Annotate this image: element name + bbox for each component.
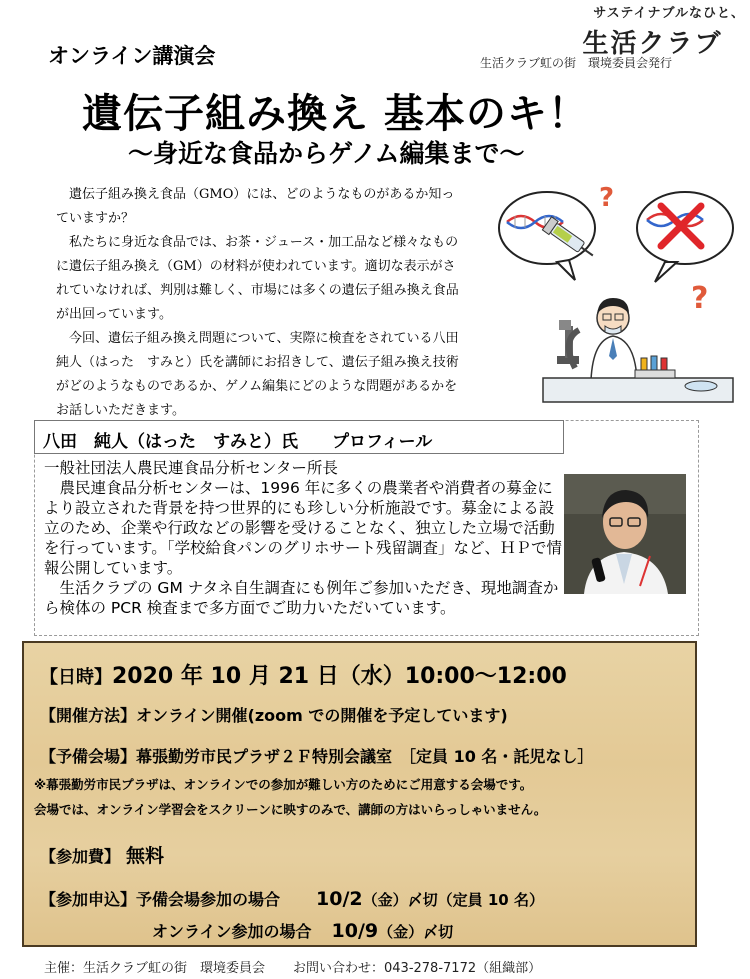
profile-heading-box [34, 420, 564, 454]
fee-label: 【参加費】 [40, 847, 121, 866]
footer-organizer: 主催：生活クラブ虹の街 環境委員会 [44, 961, 266, 976]
dna-syringe-bubble [499, 192, 597, 280]
crossed-dna-bubble [637, 192, 733, 282]
event-venue [40, 744, 593, 767]
intro-paragraph: 私たちに身近な食品では、お茶・ジュース・加工品など様々なものに遺伝子組み換え（GM）の材料が使われています。適切な表示がされていなければ、判別は難しく、市場には多くの遺伝子組み換え食品が出回っています。 [56, 235, 459, 322]
speaker-photo [564, 474, 686, 594]
profile-paragraph: 農民連食品分析センターは、1996 年に多くの農業者や消費者の募金により設立された背景を持つ世界的にも珍しい分析施設です。募金による設立のため、企業や行政などの影響を受けることなく、独立した立場で活動を行っています。「学校給食パンのグリホサート残留調査」など、ＨＰで情報公開しています。 [44, 479, 563, 577]
page-subtitle: ～身近な食品からゲノム編集まで～ [128, 139, 525, 168]
apply-venue-deadline: 10/2 [316, 888, 363, 910]
microscope-icon [557, 320, 579, 368]
event-method [40, 703, 508, 726]
question-mark-icon: ? [691, 281, 709, 316]
apply-label: 【参加申込】 [40, 890, 137, 909]
scientist-figure [591, 298, 637, 380]
publisher-line: 生活クラブ虹の街 環境委員会発行 [480, 56, 673, 70]
question-mark-icon: ? [599, 183, 615, 213]
apply-online-case: オンライン参加の場合 [152, 922, 312, 941]
intro-paragraph: 遺伝子組み換え食品（GMO）には、どのようなものがあるか知っていますか？ [56, 187, 455, 226]
fee-value: 無料 [126, 845, 165, 867]
apply-venue-case: 予備会場参加の場合 [136, 890, 281, 909]
scientist-illustration [495, 180, 735, 410]
intro-text [56, 183, 466, 423]
brand-logo [560, 2, 745, 60]
apply-online-deadline: 10/9 [331, 920, 379, 942]
event-kicker: オンライン講演会 [48, 44, 216, 68]
datetime-label: 【日時】 [40, 667, 112, 688]
application-venue [40, 887, 544, 910]
footer-contact: お問い合わせ：043-278-7172（組織部） [293, 961, 542, 976]
profile-heading: 八田 純人（はった すみと）氏 プロフィール [43, 432, 433, 452]
intro-paragraph: 今回、遺伝子組み換え問題について、実際に検査をされている八田純人（はった すみと）氏を講師にお招きして、遺伝子組み換え技術がどのようなものであるか、ゲノム編集にどのような問題があるかをお話しいただきます。 [56, 331, 459, 418]
apply-venue-suffix: （金）〆切（定員 10 名） [362, 891, 544, 909]
venue-label: 【予備会場】 [40, 747, 137, 766]
venue-note: ※幕張勤労市民プラザは、オンラインでの参加が難しい方のためにご用意する会場です。 [34, 777, 533, 792]
event-fee [40, 841, 164, 868]
logo-brand-name: 生活クラブ [582, 29, 723, 59]
method-label: 【開催方法】 [40, 706, 137, 725]
profile-paragraph: 生活クラブの GM ナタネ自生調査にも例年ご参加いただき、現地調査から検体の PCR 検査まで多方面でご助力いただいています。 [44, 579, 559, 617]
profile-organization: 一般社団法人農民連食品分析センター所長 [44, 459, 338, 477]
datetime-value: 2020 年 10 月 21 日（水）10:00～12:00 [112, 664, 567, 689]
test-tubes-icon [635, 356, 675, 378]
method-value: オンライン開催(zoom での開催を予定しています) [136, 706, 508, 725]
page-title: 遺伝子組み換え 基本のキ！ [82, 91, 589, 137]
event-details-box [22, 641, 697, 947]
event-datetime [40, 659, 567, 690]
logo-tagline: サステイナブルなひと、 [593, 6, 745, 21]
profile-body [44, 458, 564, 618]
venue-note: 会場では、オンライン学習会をスクリーンに映すのみで、講師の方はいらっしゃいません。 [34, 802, 547, 817]
footer [44, 957, 541, 976]
venue-value: 幕張勤労市民プラザ２Ｆ特別会議室 ［定員 10 名・託児なし］ [136, 747, 594, 766]
application-online [152, 919, 453, 942]
apply-online-suffix: （金）〆切 [378, 923, 454, 941]
